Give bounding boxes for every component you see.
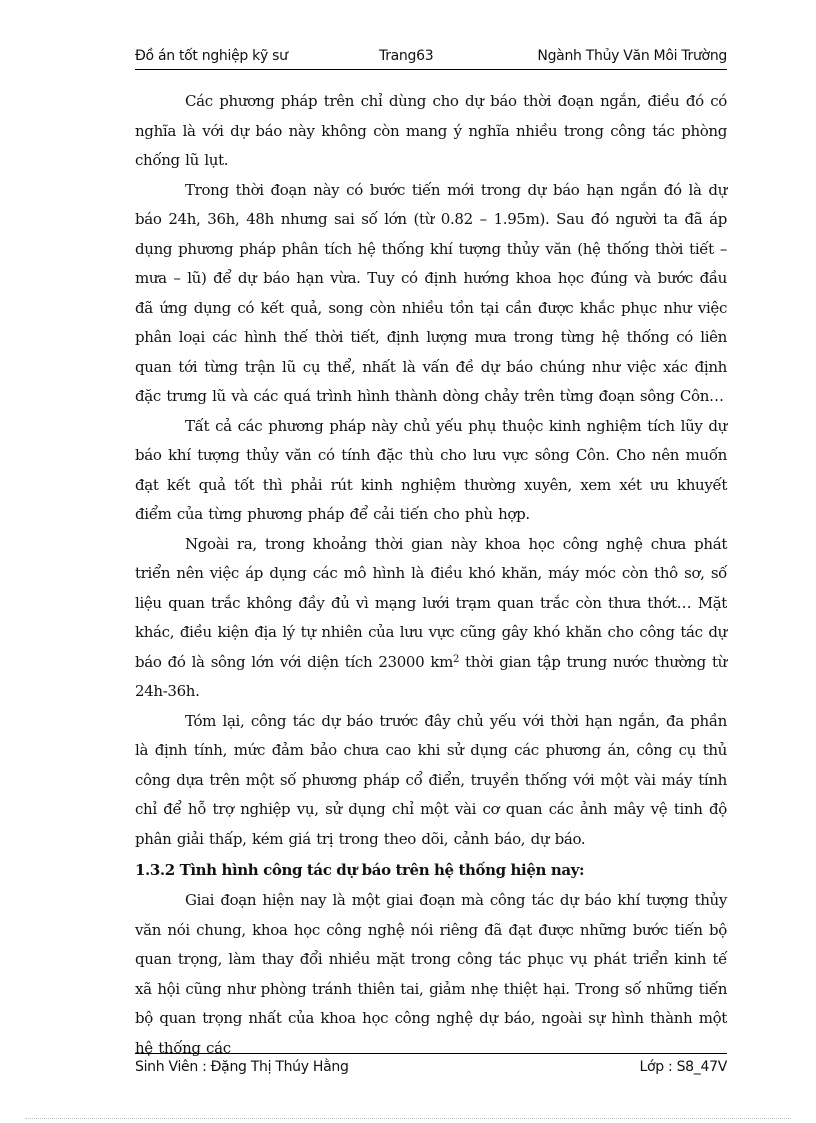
paragraph-5: Tóm lại, công tác dự báo trước đây chủ yếu với thời hạn ngắn, đa phần là định tính, mức đảm bảo chưa cao khi sử dụng các phương án, công cụ thủ công dựa trên một số phương pháp cổ điển, truyền thống với một vài máy tính chỉ để hỗ trợ nghiệp vụ, sử dụng chỉ một vài cơ quan các ảnh mây vệ tinh độ phân giải thấp, kém giá trị trong theo dõi, cảnh báo, dự báo. [135,711,727,848]
page-bottom-dotted-rule [25,1118,791,1119]
page-header [135,45,727,70]
header-thesis-title: Đồ án tốt nghiệp kỹ sư [135,48,288,64]
page-footer [135,1053,727,1078]
paragraph-6: Giai đoạn hiện nay là một giai đoạn mà công tác dự báo khí tượng thủy văn nói chung, khoa học công nghệ nói riêng đã đạt được những bước tiến bộ quan trọng, làm thay đổi nhiều mặt trong công tác phục vụ phát triển kinh tế xã hội cũng như phòng tránh thiên tai, giảm nhẹ thiệt hại. Trong số những tiến bộ quan trọng nhất của khoa học công nghệ dự báo, ngoài sự hình thành một hệ thống các [135,891,727,1057]
section-heading: 1.3.2 Tình hình công tác dự báo trên hệ thống hiện nay: [135,861,585,879]
header-department: Ngành Thủy Văn Môi Trường [537,48,727,64]
paragraph-3: Tất cả các phương pháp này chủ yếu phụ thuộc kinh nghiệm tích lũy dự báo khí tượng thủy văn có tính đặc thù cho lưu vực sông Côn. Cho nên muốn đạt kết quả tốt thì phải rút kinh nghiệm thường xuyên, xem xét ưu khuyết điểm của từng phương pháp để cải tiến cho phù hợp. [135,416,727,523]
body-text [135,87,727,1063]
paragraph-4-text-b: thời gian tập trung nước thường từ 24h-36h. [135,652,727,700]
paragraph-4 [135,530,727,707]
footer-class: Lớp : S8_47V [639,1059,727,1075]
paragraph-2: Trong thời đoạn này có bước tiến mới trong dự báo hạn ngắn đó là dự báo 24h, 36h, 48h nhưng sai số lớn (từ 0.82 – 1.95m). Sau đó người ta đã áp dụng phương pháp phân tích hệ thống khí tượng thủy văn (hệ thống thời tiết – mưa – lũ) để dự báo hạn vừa. Tuy có định hướng khoa học đúng và bước đầu đã ứng dụng có kết quả, song còn nhiều tồn tại cần được khắc phục như việc phân loại các hình thế thời tiết, định lượng mưa trong từng hệ thống có liên quan tới từng trận lũ cụ thể, nhất là vấn đề dự báo chúng như việc xác định đặc trưng lũ và các quá trình hình thành dòng chảy trên từng đoạn sông Côn… [135,180,727,405]
superscript-2: 2 [453,653,460,665]
paragraph-1: Các phương pháp trên chỉ dùng cho dự báo thời đoạn ngắn, điều đó có nghĩa là với dự báo này không còn mang ý nghĩa nhiều trong công tác phòng chống lũ lụt. [135,92,727,169]
header-page-number: Trang63 [379,48,434,64]
footer-student-name: Sinh Viên : Đặng Thị Thúy Hằng [135,1059,349,1075]
paragraph-4-text-a: Ngoài ra, trong khoảng thời gian này khoa học công nghệ chưa phát triển nên việc áp dụng các mô hình là điều khó khăn, máy móc còn thô sơ, số liệu quan trắc không đầy đủ vì mạng lưới trạm quan trắc còn thưa thớt… Mặt khác, điều kiện địa lý tự nhiên của lưu vực cũng gây khó khăn cho công tác dự báo đó là sông lớn với diện tích 23000 km [135,534,727,671]
